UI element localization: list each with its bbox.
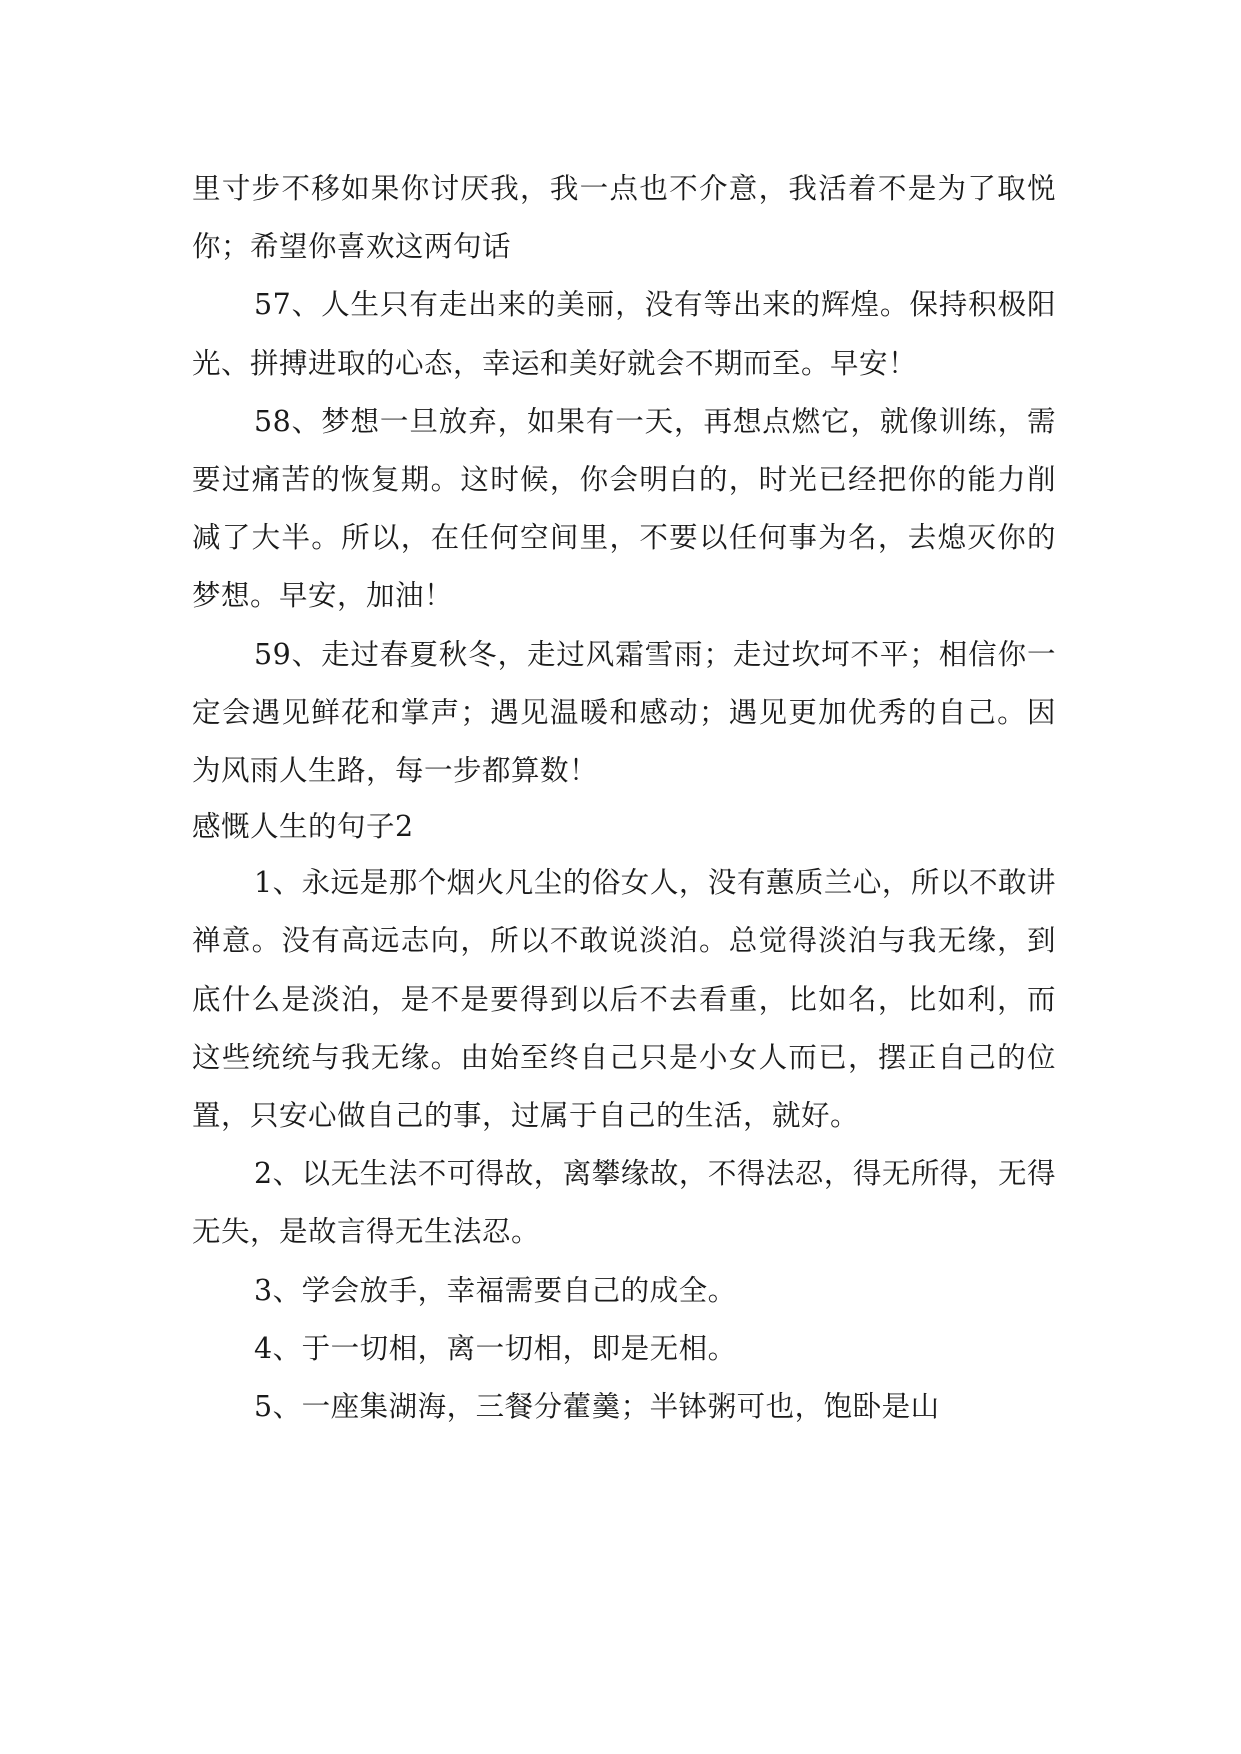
paragraph-59: 59、走过春夏秋冬，走过风霜雪雨；走过坎坷不平；相信你一定会遇见鲜花和掌声；遇见温暖和感动；遇见更加优秀的自己。因为风雨人生路，每一步都算数！ <box>192 637 1056 788</box>
document-body <box>192 160 1056 1436</box>
section-heading: 感慨人生的句子2 <box>192 810 414 844</box>
section-paragraph-3: 3、学会放手，幸福需要自己的成全。 <box>254 1273 737 1307</box>
paragraph-continuation: 里寸步不移如果你讨厌我，我一点也不介意，我活着不是为了取悦你；希望你喜欢这两句话 <box>192 172 1056 264</box>
section-paragraph-4: 4、于一切相，离一切相，即是无相。 <box>254 1331 737 1365</box>
section-paragraph-1: 1、永远是那个烟火凡尘的俗女人，没有蕙质兰心，所以不敢讲禅意。没有高远志向，所以不敢说淡泊。总觉得淡泊与我无缘，到底什么是淡泊，是不是要得到以后不去看重，比如名，比如利，而这些统统与我无缘。由始至终自己只是小女人而已，摆正自己的位置，只安心做自己的事，过属于自己的生活，就好。 <box>192 866 1056 1133</box>
section-paragraph-2: 2、以无生法不可得故，离攀缘故，不得法忍，得无所得，无得无失，是故言得无生法忍。 <box>192 1157 1056 1249</box>
section-paragraph-5: 5、一座集湖海，三餐分藿羹；半钵粥可也，饱卧是山 <box>254 1390 940 1424</box>
paragraph-58: 58、梦想一旦放弃，如果有一天，再想点燃它，就像训练，需要过痛苦的恢复期。这时候，你会明白的，时光已经把你的能力削减了大半。所以，在任何空间里，不要以任何事为名，去熄灭你的梦想。早安，加油！ <box>192 404 1056 613</box>
paragraph-57: 57、人生只有走出来的美丽，没有等出来的辉煌。保持积极阳光、拼搏进取的心态，幸运和美好就会不期而至。早安！ <box>192 288 1056 380</box>
